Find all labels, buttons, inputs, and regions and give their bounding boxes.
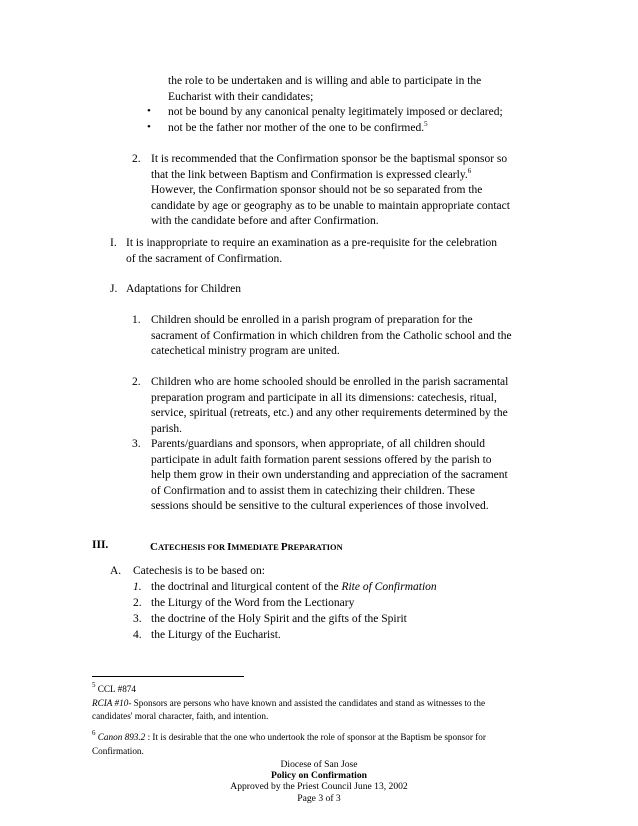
section-numeral: III. (92, 539, 109, 551)
bullet-text: not be bound by any canonical penalty legitimately imposed or declared; (168, 106, 503, 118)
bullet-item (168, 105, 503, 121)
continuation-line: Eucharist with their candidates; (168, 90, 314, 103)
list-item (151, 375, 508, 437)
footnote-6: $^6$ Canon 893.2 : It is desirable that the one who undertook the role of sponsor at the Baptism be sponsor for Confirmation. (92, 729, 486, 756)
list-item: the Liturgy of the Eucharist. (151, 629, 281, 641)
list-number: 1. (133, 581, 142, 593)
page-footer (0, 759, 638, 804)
list-item-line: Children should be enrolled in a parish program of preparation for the (151, 314, 473, 326)
list-item: the doctrine of the Holy Spirit and the gifts of the Spirit (151, 613, 407, 625)
list-item-line: candidate by age or geography as to be unable to maintain appropriate contact (151, 199, 510, 212)
continuation-text (168, 74, 481, 105)
list-item-line: However, the Confirmation sponsor should not be so separated from the (151, 184, 483, 197)
list-item-line: Parents/guardians and sponsors, when appropriate, of all children should (151, 438, 486, 450)
section-line: of the sacrament of Confirmation. (126, 252, 283, 265)
footnote-mark: 5 (92, 681, 96, 689)
list-number: 2. (132, 153, 141, 165)
list-item-line: of Confirmation and to assist them in catechizing their children. These (151, 484, 475, 497)
list-item-line: It is recommended that the Confirmation sponsor be the baptismal sponsor so (151, 153, 508, 165)
list-number: 1. (132, 314, 141, 326)
list-number: 3. (132, 438, 141, 450)
footer-approval: Approved by the Priest Council June 13, 2002 (230, 781, 408, 793)
list-item-line: preparation program and participate in all its dimensions: catechesis, ritual, (151, 391, 497, 404)
list-item: the doctrinal and liturgical content of the Rite of Confirmation (151, 581, 437, 593)
list-item-line: sacrament of Confirmation in which children from the Catholic school and the (151, 329, 512, 342)
section-letter: I. (110, 237, 117, 249)
list-number: 3. (133, 613, 142, 625)
list-item (151, 437, 508, 515)
list-item-line: sessions should be sensitive to the cultural experiences of those involved. (151, 500, 489, 513)
footer-org: Diocese of San Jose (280, 759, 358, 770)
footnote-ref: 6 (467, 166, 472, 175)
list-item-line: parish. (151, 422, 182, 435)
list-item: the Liturgy of the Word from the Lectionary (151, 597, 355, 609)
list-item-line: that the link between Baptism and Confirmation is expressed clearly.$^6$ (151, 166, 472, 181)
list-item-line: service, spiritual (retreats, etc.) and any other requirements determined by the (151, 407, 508, 420)
list-item-line: help them grow in their own understanding and appreciation of the sacrament (151, 469, 508, 482)
footnote-ref: 5 (424, 120, 428, 128)
list-item-line: catechetical ministry program are united. (151, 345, 340, 358)
section-letter: J. (110, 283, 118, 295)
footer-page-number: Page 3 of 3 (297, 792, 341, 804)
section-line: It is inappropriate to require an examination as a pre-requisite for the celebration (126, 237, 498, 249)
bullet-marker: • (147, 121, 151, 133)
footnote-mark: 6 (92, 729, 96, 737)
list-item (151, 152, 510, 230)
rite-title: Rite of Confirmation (341, 581, 437, 593)
list-item (151, 313, 512, 360)
bullet-marker: • (147, 105, 151, 117)
bullet-item (168, 121, 428, 137)
list-number: 4. (133, 629, 142, 641)
bullet-text: not be the father nor mother of the one to be confirmed. (168, 122, 425, 134)
list-item-line: Children who are home schooled should be enrolled in the parish sacramental (151, 376, 509, 388)
section-heading: CATECHESIS FOR IMMEDIATE PREPARATION (150, 541, 343, 553)
list-item-line: with the candidate before and after Confirmation. (151, 215, 379, 228)
list-item-line: participate in adult faith formation parent sessions offered by the parish to (151, 453, 492, 466)
section-letter: A. (110, 565, 122, 577)
continuation-line: the role to be undertaken and is willing and able to participate in the (168, 75, 482, 87)
footer-title: Policy on Confirmation (271, 770, 367, 782)
subsection-intro: Catechesis is to be based on: (133, 565, 265, 577)
section-i-text (126, 236, 497, 267)
list-number: 2. (133, 597, 142, 609)
list-number: 2. (132, 376, 141, 388)
footnote-divider (92, 676, 244, 677)
section-j-title: Adaptations for Children (126, 283, 241, 295)
footnote-5: $^5$ CCL #874 RCIA #10- Sponsors are persons who have known and assisted the candidates and stand as witnesses to the candidates' moral character, faith, and intention. (92, 681, 486, 721)
